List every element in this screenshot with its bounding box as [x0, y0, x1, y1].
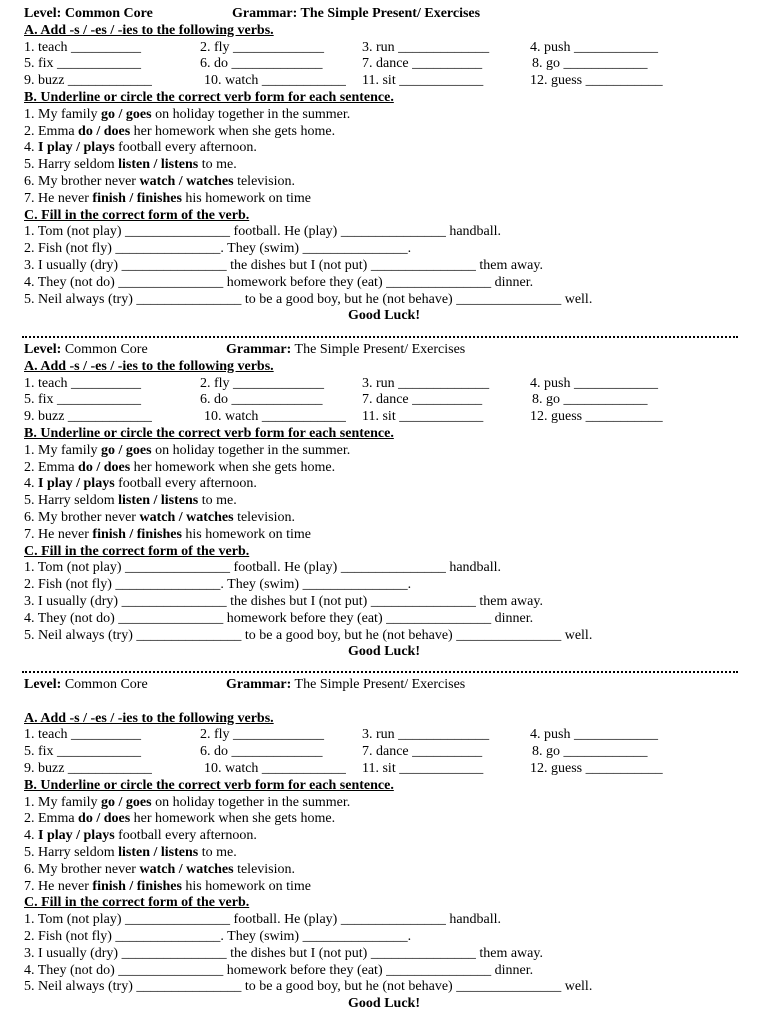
verb-row [24, 40, 744, 57]
sentence-text: television. [233, 861, 296, 877]
verb-item: 6. do _____________ [200, 56, 323, 72]
verb-item: 7. dance __________ [362, 392, 483, 408]
verb-choice: listen / listens [118, 844, 199, 860]
verb-item: 11. sit ____________ [362, 73, 484, 89]
sentence-text: to me. [198, 157, 237, 173]
verb-item: 8. go ____________ [532, 392, 648, 408]
verb-choice: do / does [78, 123, 131, 139]
sentence-item [24, 476, 744, 493]
verb-item: 4. push ____________ [530, 375, 658, 391]
verb-row [24, 727, 744, 744]
sentence-text: 7. He never [24, 190, 93, 206]
fill-in-item: 4. They (not do) _______________ homework before they (eat) _______________ dinner. [24, 610, 534, 626]
sentence-item [24, 443, 744, 460]
sentence-text: 7. He never [24, 526, 93, 542]
verb-row [24, 56, 744, 73]
verb-choice: finish / finishes [92, 878, 182, 894]
verb-item: 5. fix ____________ [24, 392, 142, 408]
level-label [24, 342, 148, 359]
verb-item: 2. fly _____________ [200, 375, 325, 391]
verb-item: 1. teach __________ [24, 727, 142, 743]
verb-row [24, 376, 744, 393]
verb-item: 3. run _____________ [362, 375, 490, 391]
sentence-text: football every afternoon. [114, 828, 257, 844]
verb-row [24, 744, 744, 761]
verb-item: 1. teach __________ [24, 39, 142, 55]
sentence-text: on holiday together in the summer. [151, 442, 351, 458]
grammar-value: The Simple Present/ Exercises [291, 342, 466, 357]
level-label [24, 6, 153, 23]
verb-item: 8. go ____________ [532, 56, 648, 72]
fill-in-item: 5. Neil always (try) _______________ to be a good boy, but he (not behave) _______________ well. [24, 979, 593, 995]
cut-line-separator [22, 671, 738, 673]
good-luck: Good Luck! [348, 996, 420, 1012]
worksheet-copy [24, 6, 744, 325]
fill-in-item: 1. Tom (not play) _______________ football. He (play) _______________ handball. [24, 560, 502, 576]
verb-item: 8. go ____________ [532, 744, 648, 760]
verb-row [24, 761, 744, 778]
sentence-item [24, 157, 744, 174]
verb-item: 7. dance __________ [362, 744, 483, 760]
verb-item: 4. push ____________ [530, 39, 658, 55]
sentence-text: 4. [24, 140, 38, 156]
good-luck: Good Luck! [348, 308, 420, 324]
verb-item: 10. watch ____________ [204, 73, 346, 89]
verb-item: 5. fix ____________ [24, 744, 142, 760]
sentence-item [24, 140, 744, 157]
sentence-text: to me. [198, 844, 237, 860]
level-label-text: Level: [24, 677, 62, 692]
sentence-text: 5. Harry seldom [24, 844, 119, 860]
fill-in-item: 1. Tom (not play) _______________ football. He (play) _______________ handball. [24, 912, 502, 928]
grammar-label-text: Grammar: [226, 677, 292, 692]
level-value: Common Core [61, 677, 148, 692]
sentence-text: 5. Harry seldom [24, 157, 119, 173]
verb-item: 3. run _____________ [362, 39, 490, 55]
sentence-item [24, 493, 744, 510]
verb-choice: watch / watches [139, 509, 234, 525]
fill-in-item: 3. I usually (dry) _______________ the dishes but I (not put) _______________ them away. [24, 945, 543, 961]
grammar-label [226, 677, 465, 694]
sentence-item [24, 191, 744, 208]
section-a-heading: A. Add -s / -es / -ies to the following verbs. [24, 710, 274, 726]
verb-item: 9. buzz ____________ [24, 73, 152, 89]
sentence-text: 4. [24, 476, 38, 492]
level-label-text: Level: [24, 342, 62, 357]
sentence-text: 6. My brother never [24, 173, 140, 189]
verb-item: 4. push ____________ [530, 727, 658, 743]
section-b-heading: B. Underline or circle the correct verb form for each sentence. [24, 425, 394, 441]
verb-choice: go / goes [101, 794, 152, 810]
sentence-text: 2. Emma [24, 811, 79, 827]
cut-line-separator [22, 336, 738, 338]
sentence-item [24, 862, 744, 879]
section-c-heading: C. Fill in the correct form of the verb. [24, 895, 250, 911]
worksheet-copy [24, 677, 744, 1013]
verb-item: 5. fix ____________ [24, 56, 142, 72]
verb-choice: go / goes [101, 106, 152, 122]
sentence-text: her homework when she gets home. [130, 459, 336, 475]
verb-item: 2. fly _____________ [200, 727, 325, 743]
sentence-text: 5. Harry seldom [24, 493, 119, 509]
sentence-text: her homework when she gets home. [130, 811, 336, 827]
verb-choice: finish / finishes [92, 526, 182, 542]
fill-in-item: 4. They (not do) _______________ homework before they (eat) _______________ dinner. [24, 274, 534, 290]
level-label [24, 677, 148, 694]
spacer [24, 694, 744, 711]
sentence-text: his homework on time [181, 190, 312, 206]
sentence-text: his homework on time [181, 526, 312, 542]
verb-choice: I play / plays [38, 476, 115, 492]
verb-choice: I play / plays [38, 140, 115, 156]
verb-item: 11. sit ____________ [362, 760, 484, 776]
fill-in-item: 5. Neil always (try) _______________ to be a good boy, but he (not behave) _______________ well. [24, 627, 593, 643]
sentence-text: football every afternoon. [114, 140, 257, 156]
level-label-text: Level: [24, 6, 62, 21]
grammar-label [232, 6, 480, 23]
sentence-text: 6. My brother never [24, 509, 140, 525]
title-line [24, 6, 744, 23]
verb-item: 12. guess ___________ [530, 73, 663, 89]
verb-item: 12. guess ___________ [530, 409, 663, 425]
verb-choice: watch / watches [139, 861, 234, 877]
verb-choice: go / goes [101, 442, 152, 458]
grammar-label-text: Grammar: [226, 342, 292, 357]
grammar-value: The Simple Present/ Exercises [291, 677, 466, 692]
sentence-text: 4. [24, 828, 38, 844]
sentence-text: 2. Emma [24, 459, 79, 475]
sentence-text: her homework when she gets home. [130, 123, 336, 139]
sentence-item [24, 107, 744, 124]
sentence-item [24, 795, 744, 812]
level-value: Common Core [61, 6, 153, 21]
verb-item: 9. buzz ____________ [24, 760, 152, 776]
verb-item: 3. run _____________ [362, 727, 490, 743]
sentence-item [24, 527, 744, 544]
sentence-item [24, 845, 744, 862]
sentence-text: 2. Emma [24, 123, 79, 139]
sentence-text: football every afternoon. [114, 476, 257, 492]
grammar-value: The Simple Present/ Exercises [297, 6, 481, 21]
sentence-text: television. [233, 509, 296, 525]
grammar-label [226, 342, 465, 359]
fill-in-item: 2. Fish (not fly) _______________. They (swim) _______________. [24, 241, 412, 257]
verb-row [24, 409, 744, 426]
verb-item: 10. watch ____________ [204, 409, 346, 425]
fill-in-item: 3. I usually (dry) _______________ the dishes but I (not put) _______________ them away. [24, 257, 543, 273]
verb-choice: listen / listens [118, 157, 199, 173]
worksheet-copy [24, 342, 744, 661]
sentence-text: 6. My brother never [24, 861, 140, 877]
sentence-text: on holiday together in the summer. [151, 794, 351, 810]
sentence-item [24, 124, 744, 141]
sentence-item [24, 811, 744, 828]
verb-row [24, 73, 744, 90]
good-luck: Good Luck! [348, 644, 420, 660]
verb-item: 12. guess ___________ [530, 760, 663, 776]
verb-choice: I play / plays [38, 828, 115, 844]
verb-choice: watch / watches [139, 173, 234, 189]
sentence-text: 7. He never [24, 878, 93, 894]
title-line [24, 677, 744, 694]
verb-item: 7. dance __________ [362, 56, 483, 72]
sentence-text: his homework on time [181, 878, 312, 894]
sentence-item [24, 460, 744, 477]
verb-choice: do / does [78, 459, 131, 475]
verb-item: 6. do _____________ [200, 744, 323, 760]
verb-item: 2. fly _____________ [200, 39, 325, 55]
sentence-text: 1. My family [24, 442, 101, 458]
verb-row [24, 392, 744, 409]
verb-choice: finish / finishes [92, 190, 182, 206]
sentence-text: 1. My family [24, 794, 101, 810]
verb-item: 10. watch ____________ [204, 760, 346, 776]
section-a-heading: A. Add -s / -es / -ies to the following verbs. [24, 358, 274, 374]
sentence-text: on holiday together in the summer. [151, 106, 351, 122]
section-a-heading: A. Add -s / -es / -ies to the following verbs. [24, 22, 274, 38]
sentence-item [24, 174, 744, 191]
title-line [24, 342, 744, 359]
verb-choice: do / does [78, 811, 131, 827]
fill-in-item: 4. They (not do) _______________ homework before they (eat) _______________ dinner. [24, 962, 534, 978]
fill-in-item: 2. Fish (not fly) _______________. They (swim) _______________. [24, 577, 412, 593]
sentence-text: to me. [198, 493, 237, 509]
verb-choice: listen / listens [118, 493, 199, 509]
section-b-heading: B. Underline or circle the correct verb form for each sentence. [24, 89, 394, 105]
sentence-item [24, 879, 744, 896]
verb-item: 9. buzz ____________ [24, 409, 152, 425]
section-c-heading: C. Fill in the correct form of the verb. [24, 543, 250, 559]
fill-in-item: 1. Tom (not play) _______________ football. He (play) _______________ handball. [24, 224, 502, 240]
sentence-item [24, 828, 744, 845]
sentence-text: 1. My family [24, 106, 101, 122]
section-b-heading: B. Underline or circle the correct verb form for each sentence. [24, 777, 394, 793]
fill-in-item: 2. Fish (not fly) _______________. They (swim) _______________. [24, 928, 412, 944]
grammar-label-text: Grammar: [232, 6, 298, 21]
sentence-item [24, 510, 744, 527]
level-value: Common Core [61, 342, 148, 357]
section-c-heading: C. Fill in the correct form of the verb. [24, 207, 250, 223]
sentence-text: television. [233, 173, 296, 189]
fill-in-item: 5. Neil always (try) _______________ to be a good boy, but he (not behave) _______________ well. [24, 291, 593, 307]
fill-in-item: 3. I usually (dry) _______________ the dishes but I (not put) _______________ them away. [24, 593, 543, 609]
verb-item: 6. do _____________ [200, 392, 323, 408]
verb-item: 1. teach __________ [24, 375, 142, 391]
verb-item: 11. sit ____________ [362, 409, 484, 425]
